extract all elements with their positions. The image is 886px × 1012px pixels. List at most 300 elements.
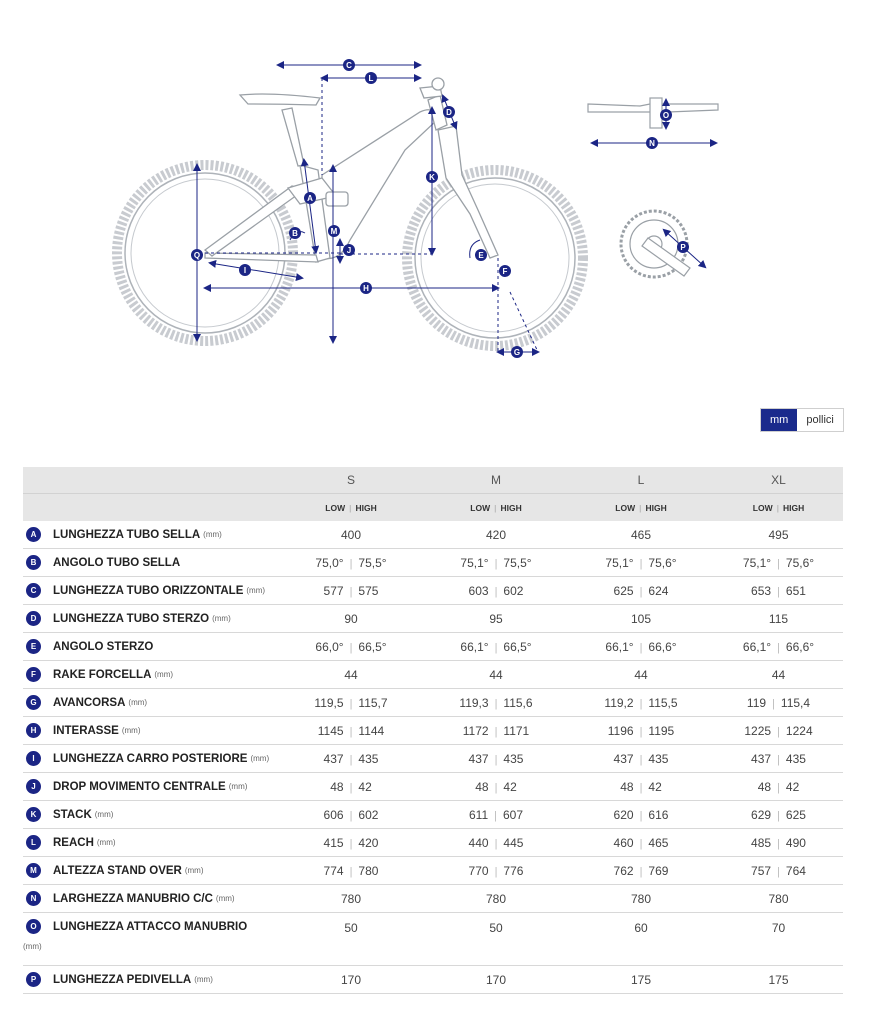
- value-separator: |: [494, 753, 498, 766]
- diagram-badge-label: J: [346, 246, 352, 255]
- value-high: 75,5°: [503, 555, 532, 570]
- value-cell: [424, 577, 568, 605]
- diagram-badge-label: Q: [193, 251, 201, 260]
- value-low: 1145: [317, 723, 344, 738]
- table-row: [23, 661, 843, 689]
- value-cell: [568, 857, 714, 885]
- value-cell: [714, 773, 843, 801]
- diagram-badge-label: L: [368, 74, 374, 83]
- param-unit: (mm): [250, 754, 270, 764]
- value-low: 780: [768, 891, 789, 906]
- dimension-letter-badge: O: [26, 919, 41, 934]
- value-cell: [714, 857, 843, 885]
- value-high: 66,6°: [648, 639, 677, 654]
- value-separator: |: [639, 781, 643, 794]
- size-header: S: [278, 467, 424, 494]
- value-cell: [568, 549, 714, 577]
- param-unit: (mm): [194, 975, 213, 985]
- value-low: 48: [475, 779, 489, 794]
- diagram-badge-label: I: [243, 266, 247, 275]
- value-high: 764: [785, 863, 806, 878]
- table-row: [23, 966, 843, 994]
- value-low: 119,3: [459, 695, 489, 710]
- value-cell: [714, 829, 843, 857]
- value-separator: |: [772, 697, 775, 710]
- low-high-label: LOW | HIGH: [424, 494, 568, 522]
- value-low: 770: [468, 863, 489, 878]
- value-cell: [568, 913, 714, 966]
- header-blank: [23, 467, 278, 494]
- param-label-cell: [23, 661, 278, 689]
- value-low: 75,1°: [742, 555, 772, 570]
- value-cell: [278, 605, 424, 633]
- value-high: 115,4: [780, 695, 811, 710]
- value-low: 415: [323, 835, 344, 850]
- value-low: 66,1°: [605, 639, 634, 654]
- value-cell: [714, 913, 843, 966]
- value-high: 624: [648, 583, 669, 598]
- value-low: 66,0°: [315, 639, 344, 654]
- param-label-cell: [23, 717, 278, 745]
- param-name: LUNGHEZZA PEDIVELLA: [53, 973, 192, 986]
- value-separator: |: [494, 585, 498, 598]
- diagram-badge-label: A: [307, 194, 313, 203]
- value-high: 465: [648, 835, 669, 850]
- param-unit: (mm): [228, 782, 248, 792]
- value-high: 490: [785, 835, 806, 850]
- value-cell: [568, 633, 714, 661]
- bike-frame: [205, 78, 498, 262]
- dimension-letter-badge: E: [26, 639, 41, 654]
- value-cell: [714, 605, 843, 633]
- diagram-badge-label: E: [478, 251, 484, 260]
- value-cell: [424, 549, 568, 577]
- table-row: [23, 633, 843, 661]
- value-cell: [424, 913, 568, 966]
- dimension-letter-badge: J: [26, 779, 41, 794]
- value-high: 575: [358, 583, 379, 598]
- value-low: 780: [340, 891, 362, 906]
- value-cell: [278, 549, 424, 577]
- value-low: 420: [485, 527, 507, 542]
- table-row: [23, 605, 843, 633]
- value-separator: |: [777, 753, 780, 766]
- value-cell: [568, 521, 714, 549]
- value-separator: |: [349, 585, 353, 598]
- table-row: [23, 745, 843, 773]
- param-label-cell: [23, 773, 278, 801]
- value-cell: [278, 913, 424, 966]
- value-low: 437: [468, 751, 489, 766]
- value-low: 577: [323, 583, 344, 598]
- value-separator: |: [777, 585, 780, 598]
- value-cell: [424, 745, 568, 773]
- value-high: 42: [358, 779, 372, 794]
- value-separator: |: [639, 865, 643, 878]
- low-high-label: LOW | HIGH: [714, 494, 843, 522]
- value-cell: [424, 801, 568, 829]
- dimension-letter-badge: M: [26, 863, 41, 878]
- table-row: [23, 689, 843, 717]
- param-label-cell: [23, 549, 278, 577]
- param-unit: (mm): [94, 810, 114, 820]
- diagram-badge-label: M: [330, 227, 338, 236]
- value-separator: |: [494, 697, 498, 710]
- value-low: 70: [771, 921, 786, 935]
- value-low: 50: [344, 921, 358, 935]
- value-separator: |: [639, 837, 643, 850]
- unit-inches-button[interactable]: pollici: [797, 409, 843, 431]
- value-high: 115,6: [503, 695, 533, 710]
- value-cell: [424, 717, 568, 745]
- value-cell: [714, 577, 843, 605]
- value-cell: [424, 633, 568, 661]
- diagram-badge-label: G: [513, 348, 521, 357]
- diagram-badge-label: C: [346, 61, 352, 70]
- dimension-letter-badge: P: [26, 972, 41, 987]
- value-low: 115: [768, 611, 789, 626]
- param-label-cell: [23, 913, 278, 966]
- value-low: 629: [751, 807, 772, 822]
- param-label-cell: [23, 801, 278, 829]
- value-low: 757: [751, 863, 772, 878]
- value-low: 66,1°: [742, 639, 772, 654]
- diagram-badge-label: H: [363, 284, 369, 293]
- diagram-badge-label: B: [292, 229, 298, 238]
- value-cell: [568, 773, 714, 801]
- param-name: LARGHEZZA MANUBRIO C/C: [53, 892, 213, 905]
- value-separator: |: [494, 781, 498, 794]
- value-high: 607: [502, 807, 524, 822]
- param-name: REACH: [53, 836, 94, 849]
- value-low: 119,5: [314, 695, 344, 710]
- value-separator: |: [349, 725, 353, 738]
- diagram-badge-label: F: [502, 267, 508, 276]
- value-cell: [568, 966, 714, 994]
- value-high: 75,6°: [648, 555, 677, 570]
- size-header-row: [23, 467, 843, 494]
- value-separator: |: [777, 781, 780, 794]
- param-unit: (mm): [246, 586, 266, 596]
- param-name: LUNGHEZZA CARRO POSTERIORE: [53, 752, 248, 765]
- value-separator: |: [777, 809, 780, 822]
- value-low: 485: [751, 835, 772, 850]
- value-cell: [424, 829, 568, 857]
- value-high: 769: [648, 863, 669, 878]
- value-cell: [424, 605, 568, 633]
- value-high: 776: [503, 863, 524, 878]
- value-separator: |: [494, 837, 498, 850]
- unit-mm-button[interactable]: mm: [761, 409, 797, 431]
- table-row: [23, 913, 843, 966]
- value-cell: [278, 633, 424, 661]
- value-cell: [278, 801, 424, 829]
- value-separator: |: [777, 725, 780, 738]
- param-name: LUNGHEZZA TUBO SELLA: [53, 528, 201, 541]
- value-low: 653: [751, 583, 772, 598]
- value-separator: |: [639, 725, 643, 738]
- table-row: [23, 773, 843, 801]
- dimension-letter-badge: F: [26, 667, 41, 682]
- value-low: 50: [489, 921, 503, 935]
- value-low: 440: [468, 835, 489, 850]
- value-low: 437: [751, 751, 772, 766]
- param-name: RAKE FORCELLA: [53, 668, 152, 681]
- value-high: 1171: [503, 723, 530, 738]
- value-cell: [714, 549, 843, 577]
- value-cell: [714, 801, 843, 829]
- value-low: 774: [323, 863, 344, 878]
- value-cell: [278, 857, 424, 885]
- value-cell: [278, 521, 424, 549]
- table-row: [23, 549, 843, 577]
- param-name: INTERASSE: [53, 724, 119, 737]
- param-name: STACK: [53, 808, 92, 821]
- dimension-letter-badge: C: [26, 583, 41, 598]
- value-low: 437: [323, 751, 344, 766]
- value-separator: |: [494, 641, 498, 654]
- value-high: 435: [503, 751, 524, 766]
- dimension-letter-badge: B: [26, 555, 41, 570]
- param-unit: (mm): [215, 894, 235, 904]
- value-high: 625: [785, 807, 806, 822]
- value-low: 60: [634, 921, 648, 935]
- value-cell: [278, 829, 424, 857]
- value-cell: [424, 689, 568, 717]
- value-high: 780: [358, 863, 379, 878]
- value-high: 66,5°: [503, 639, 532, 654]
- param-name: LUNGHEZZA ATTACCO MANUBRIO: [53, 920, 248, 933]
- value-low: 620: [613, 807, 634, 822]
- param-name: ANGOLO STERZO: [53, 640, 154, 653]
- value-high: 75,6°: [785, 555, 815, 570]
- value-separator: |: [349, 641, 353, 654]
- param-label-cell: [23, 857, 278, 885]
- size-header: XL: [714, 467, 843, 494]
- geometry-diagram: [0, 0, 886, 380]
- value-cell: [424, 521, 568, 549]
- header-blank: [23, 494, 278, 522]
- value-high: 420: [358, 835, 379, 850]
- param-unit: (mm): [212, 614, 231, 624]
- table-row: [23, 857, 843, 885]
- param-unit: (mm): [128, 698, 148, 708]
- value-cell: [424, 966, 568, 994]
- value-cell: [568, 577, 714, 605]
- value-low: 119: [746, 695, 767, 710]
- value-cell: [278, 661, 424, 689]
- value-separator: |: [777, 837, 780, 850]
- diagram-badge-label: D: [446, 108, 452, 117]
- value-low: 175: [630, 972, 652, 987]
- value-separator: |: [639, 697, 643, 710]
- table-row: [23, 577, 843, 605]
- value-low: 1225: [744, 723, 772, 738]
- value-separator: |: [349, 781, 353, 794]
- param-name: ALTEZZA STAND OVER: [53, 864, 182, 877]
- diagram-badge-label: P: [680, 243, 686, 252]
- value-separator: |: [639, 557, 643, 570]
- value-separator: |: [639, 753, 643, 766]
- unit-toggle: [760, 408, 844, 432]
- low-high-label: LOW | HIGH: [278, 494, 424, 522]
- value-high: 1224: [785, 723, 813, 738]
- value-low: 44: [771, 667, 786, 682]
- value-cell: [278, 885, 424, 913]
- value-high: 1195: [648, 723, 675, 738]
- param-unit: (mm): [203, 530, 222, 540]
- param-label-cell: [23, 745, 278, 773]
- geometry-table: [23, 467, 843, 994]
- value-high: 435: [358, 751, 379, 766]
- value-low: 75,0°: [315, 555, 344, 570]
- value-low: 66,1°: [460, 639, 489, 654]
- value-cell: [278, 773, 424, 801]
- value-low: 606: [323, 807, 344, 822]
- value-cell: [714, 717, 843, 745]
- value-low: 437: [613, 751, 634, 766]
- value-cell: [714, 745, 843, 773]
- value-cell: [714, 633, 843, 661]
- diagram-badge-label: K: [429, 173, 435, 182]
- value-separator: |: [777, 865, 780, 878]
- value-high: 651: [785, 583, 806, 598]
- value-cell: [424, 857, 568, 885]
- value-cell: [568, 829, 714, 857]
- value-cell: [424, 661, 568, 689]
- value-separator: |: [777, 641, 780, 654]
- param-unit: (mm): [96, 838, 116, 848]
- handlebar-detail: [588, 98, 718, 143]
- low-high-label: LOW | HIGH: [568, 494, 714, 522]
- param-unit: (mm): [23, 942, 42, 952]
- dimension-letter-badge: H: [26, 723, 41, 738]
- value-separator: |: [349, 865, 353, 878]
- value-cell: [568, 661, 714, 689]
- value-low: 1172: [462, 723, 489, 738]
- value-low: 119,2: [604, 695, 634, 710]
- value-high: 616: [648, 807, 669, 822]
- table-row: [23, 829, 843, 857]
- table-row: [23, 885, 843, 913]
- value-low: 762: [613, 863, 634, 878]
- value-cell: [278, 745, 424, 773]
- value-low: 75,1°: [605, 555, 634, 570]
- param-label-cell: [23, 829, 278, 857]
- value-separator: |: [349, 557, 353, 570]
- param-unit: (mm): [184, 866, 204, 876]
- value-high: 75,5°: [358, 555, 387, 570]
- value-high: 1144: [358, 723, 385, 738]
- size-header: L: [568, 467, 714, 494]
- value-high: 42: [503, 779, 517, 794]
- value-cell: [568, 745, 714, 773]
- value-high: 445: [503, 835, 524, 850]
- value-low: 75,1°: [460, 555, 489, 570]
- value-cell: [568, 605, 714, 633]
- value-high: 66,6°: [785, 639, 815, 654]
- value-cell: [714, 661, 843, 689]
- value-low: 780: [630, 891, 652, 906]
- value-high: 602: [503, 583, 524, 598]
- param-unit: (mm): [121, 726, 141, 736]
- dimension-letter-badge: N: [26, 891, 41, 906]
- param-name: DROP MOVIMENTO CENTRALE: [53, 780, 226, 793]
- value-cell: [714, 521, 843, 549]
- dimension-letter-badge: K: [26, 807, 41, 822]
- value-separator: |: [777, 557, 780, 570]
- dimension-letter-badge: G: [26, 695, 41, 710]
- value-low: 48: [757, 779, 772, 794]
- low-high-header-row: [23, 494, 843, 522]
- param-label-cell: [23, 966, 278, 994]
- param-label-cell: [23, 521, 278, 549]
- value-cell: [278, 577, 424, 605]
- value-separator: |: [349, 753, 353, 766]
- param-label-cell: [23, 633, 278, 661]
- value-low: 48: [620, 779, 634, 794]
- param-label-cell: [23, 577, 278, 605]
- value-cell: [714, 966, 843, 994]
- value-high: 115,5: [648, 695, 678, 710]
- value-cell: [714, 689, 843, 717]
- value-low: 90: [344, 611, 358, 626]
- value-high: 115,7: [358, 695, 388, 710]
- param-name: LUNGHEZZA TUBO STERZO: [53, 612, 210, 625]
- param-label-cell: [23, 689, 278, 717]
- value-separator: |: [494, 809, 497, 822]
- value-high: 42: [648, 779, 662, 794]
- param-label-cell: [23, 885, 278, 913]
- value-cell: [568, 689, 714, 717]
- value-low: 495: [768, 527, 789, 542]
- value-low: 625: [613, 583, 634, 598]
- param-name: AVANCORSA: [53, 696, 126, 709]
- dimension-letter-badge: D: [26, 611, 41, 626]
- value-separator: |: [494, 865, 498, 878]
- param-name: LUNGHEZZA TUBO ORIZZONTALE: [53, 584, 244, 597]
- value-cell: [568, 885, 714, 913]
- value-low: 44: [344, 667, 358, 682]
- value-separator: |: [494, 557, 498, 570]
- value-low: 44: [634, 667, 648, 682]
- value-low: 603: [468, 583, 489, 598]
- diagram-badge-label: O: [662, 111, 670, 120]
- value-cell: [278, 717, 424, 745]
- value-high: 42: [785, 779, 800, 794]
- value-low: 170: [340, 972, 362, 987]
- value-low: 44: [489, 667, 503, 682]
- value-separator: |: [639, 809, 643, 822]
- value-separator: |: [349, 809, 353, 822]
- value-low: 460: [613, 835, 634, 850]
- value-low: 400: [340, 527, 362, 542]
- value-cell: [424, 885, 568, 913]
- value-cell: [424, 773, 568, 801]
- table-row: [23, 717, 843, 745]
- value-high: 66,5°: [358, 639, 387, 654]
- value-low: 48: [330, 779, 344, 794]
- dimension-letter-badge: I: [26, 751, 41, 766]
- value-low: 465: [630, 527, 652, 542]
- value-high: 602: [358, 807, 379, 822]
- table-row: [23, 521, 843, 549]
- value-cell: [568, 801, 714, 829]
- value-separator: |: [639, 585, 643, 598]
- value-high: 435: [648, 751, 669, 766]
- value-high: 435: [785, 751, 806, 766]
- value-cell: [278, 689, 424, 717]
